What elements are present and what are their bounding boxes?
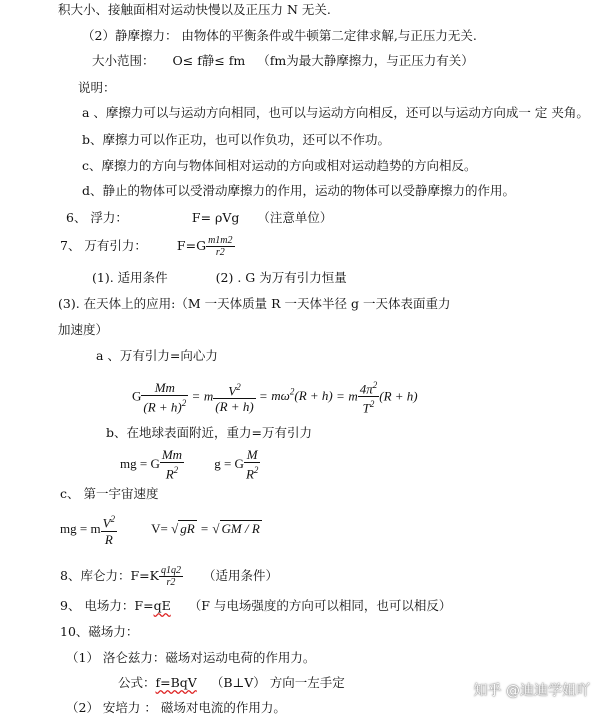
surface-gravity-equations: mg = G $\frac{Mm}{R^2}$ g = G $\frac{M}{R^2}$ [120, 447, 259, 482]
range-note: （fm为最大静摩擦力，与正压力有关） [257, 53, 474, 68]
gravitation-formula: F=G $\frac{m1m2}{r2}$ [176, 235, 233, 258]
electric-force-formula: qE [153, 598, 171, 613]
text-line [92, 53, 474, 69]
text-line: （2） 安培力 ： 磁场对电流的作用力。 [66, 700, 286, 715]
text-line: a 、万有引力=向心力 [96, 348, 218, 363]
coulomb-line: 8、库仑力：F=K $\frac{q1q2}{r2}$ （适用条件） [60, 565, 278, 588]
static-friction-range-formula: O≤ f静≤ fm [172, 53, 246, 68]
text-line: a 、摩擦力可以与运动方向相同，也可以与运动方向相反，还可以与运动方向成一 定 夹角。 [82, 105, 589, 120]
text-line: b、在地球表面附近，重力=万有引力 [106, 425, 312, 440]
text-line: 积大小、接触面相对运动快慢以及正压力 N 无关. [58, 2, 331, 17]
text-line: b、摩擦力可以作正功，也可以作负功，还可以不作功。 [82, 132, 391, 147]
lorentz-formula-line: 公式：f=BqV （B⊥V） 方向一左手定 [118, 675, 345, 690]
text-line: （1） 洛仑兹力：磁场对运动电荷的作用力。 [66, 650, 316, 665]
text-line: (3). 在天体上的应用:（M 一天体质量 R 一天体半径 g 一天体表面重力 [58, 296, 451, 311]
text-line: c、摩擦力的方向与物体间相对运动的方向或相对运动趋势的方向相反。 [82, 158, 477, 173]
watermark: 知乎 @迪迪学姐吖 [473, 683, 590, 699]
first-cosmic-velocity-equation: mg = m $\frac{V^2}{R}$ V= √ gR = √ GM / R [60, 514, 260, 547]
text-line: (1). 适用条件 (2) . G 为万有引力恒量 [92, 270, 347, 285]
buoyancy-formula: F= ρVg [191, 210, 240, 225]
range-label: 大小范围： [92, 53, 155, 68]
text-line: 说明： [78, 80, 116, 95]
buoyancy-note: （注意单位） [257, 210, 333, 225]
text-line: d、静止的物体可以受滑动摩擦力的作用，运动的物体可以受静摩擦力的作用。 [82, 183, 516, 198]
electric-force-line: 9、 电场力：F=qE （F 与电场强度的方向可以相同，也可以相反） [60, 598, 452, 613]
text-line: 10、磁场力： [60, 624, 139, 639]
text-line: （2）静摩擦力： 由物体的平衡条件或牛顿第二定律求解,与正压力无关. [82, 28, 477, 43]
buoyancy-line: 6、 浮力： F= ρVg （注意单位） [66, 210, 333, 225]
text-line: c、 第一宇宙速度 [60, 486, 159, 501]
text-line: 加速度） [58, 322, 109, 337]
gravitation-line: 7、 万有引力： F=G $\frac{m1m2}{r2}$ [60, 235, 233, 258]
gravity-centripetal-equation: G $\frac{Mm}{(R + h)^2}$ = m $\frac{V^2}{(R + h)}$ = $m\omega^2(R + h) = m$ $\frac{4\pi^2}{T^2}$ (R + h) [132, 379, 418, 416]
lorentz-formula: f=BqV [155, 675, 197, 690]
